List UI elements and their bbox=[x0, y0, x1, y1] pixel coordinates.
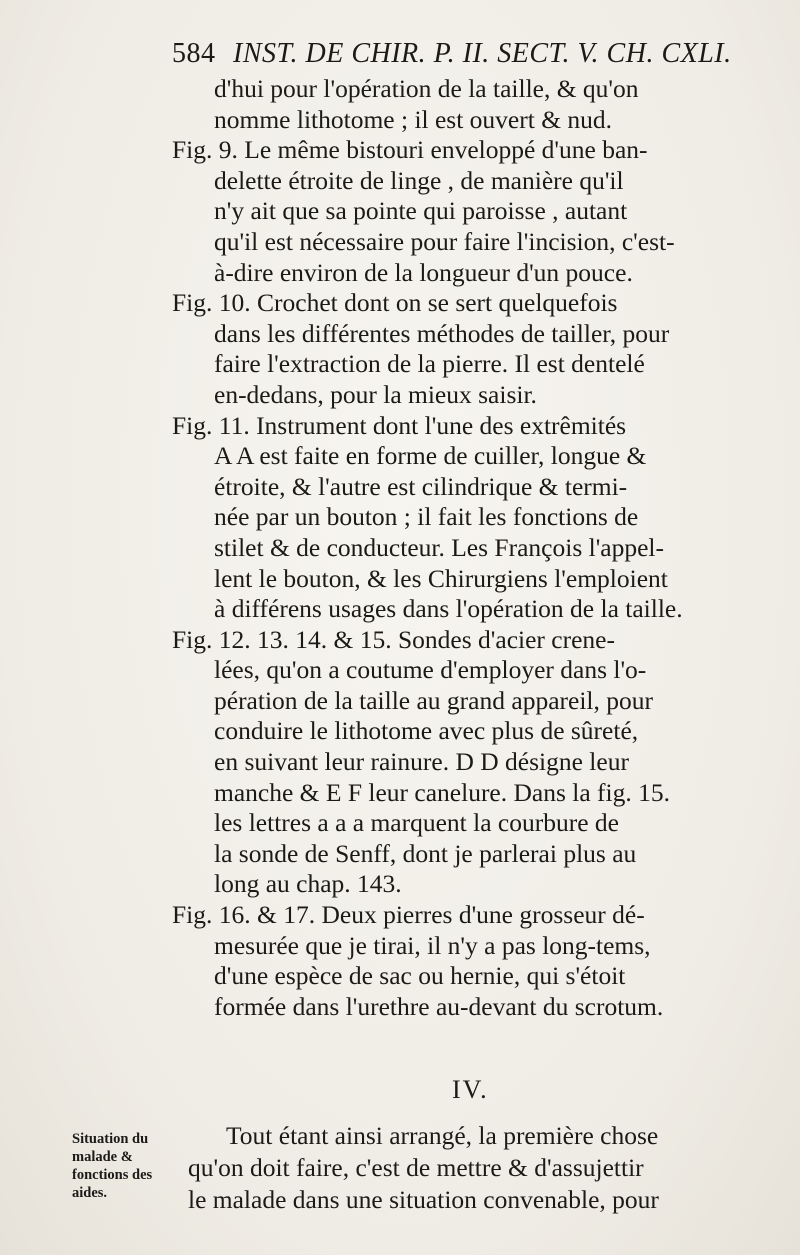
text-line: lent le bouton, & les Chirurgiens l'emploient bbox=[214, 563, 668, 593]
text-line: formée dans l'urethre au-devant du scrotum. bbox=[214, 991, 664, 1021]
text-line: Fig. 16. & 17. Deux pierres d'une grosseur dé- bbox=[172, 900, 645, 930]
text-line: en suivant leur rainure. D D désigne leur bbox=[214, 747, 629, 777]
text-line: lées, qu'on a coutume d'employer dans l'o- bbox=[214, 655, 647, 685]
text-line: les lettres a a a marquent la courbure de bbox=[214, 808, 619, 838]
text-line: la sonde de Senff, dont je parlerai plus au bbox=[214, 838, 637, 868]
text-line: Fig. 9. Le même bistouri enveloppé d'une ban- bbox=[172, 135, 648, 165]
text-line: à différens usages dans l'opération de la taille. bbox=[214, 594, 683, 624]
text-line: Tout étant ainsi arrangé, la première chose bbox=[226, 1121, 659, 1150]
margin-note-line: aides. bbox=[72, 1185, 108, 1201]
text-line: Fig. 11. Instrument dont l'une des extrêmités bbox=[172, 410, 627, 440]
text-line: long au chap. 143. bbox=[214, 869, 402, 899]
text-line: le malade dans une situation convenable, pour bbox=[188, 1185, 659, 1214]
text-line: en-dedans, pour la mieux saisir. bbox=[214, 379, 537, 409]
text-line: n'y ait que sa pointe qui paroisse , autant bbox=[214, 196, 628, 226]
running-header bbox=[172, 38, 732, 70]
text-line: A A est faite en forme de cuiller, longue & bbox=[214, 441, 647, 471]
section-text bbox=[188, 1120, 778, 1216]
text-line: faire l'extraction de la pierre. Il est dentelé bbox=[214, 349, 645, 379]
text-line: pération de la taille au grand appareil, pour bbox=[214, 685, 653, 715]
text-line: qu'il est nécessaire pour faire l'incision, c'est- bbox=[214, 226, 675, 256]
margin-note bbox=[72, 1130, 192, 1202]
text-line: d'hui pour l'opération de la taille, & qu'on bbox=[214, 74, 639, 103]
text-line: Fig. 12. 13. 14. & 15. Sondes d'acier crene- bbox=[172, 624, 615, 654]
text-line: mesurée que je tirai, il n'y a pas long-tems, bbox=[214, 930, 651, 960]
text-line: Fig. 10. Crochet dont on se sert quelquefois bbox=[172, 288, 618, 318]
text-line: conduire le lithotome avec plus de sûreté, bbox=[214, 716, 639, 746]
text-line: née par un bouton ; il fait les fonctions de bbox=[214, 502, 639, 532]
text-line: qu'on doit faire, c'est de mettre & d'assujettir bbox=[188, 1153, 644, 1182]
text-line: nomme lithotome ; il est ouvert & nud. bbox=[214, 104, 613, 134]
main-text bbox=[172, 74, 762, 1022]
text-line: étroite, & l'autre est cilindrique & termi- bbox=[214, 471, 628, 501]
text-line: d'une espèce de sac ou hernie, qui s'étoit bbox=[214, 961, 626, 991]
text-line: delette étroite de linge , de manière qu'il bbox=[214, 165, 624, 195]
section-number: IV. bbox=[452, 1075, 489, 1104]
text-line: stilet & de conducteur. Les François l'appel- bbox=[214, 532, 665, 562]
text-line: à-dire environ de la longueur d'un pouce. bbox=[214, 257, 633, 287]
margin-note-line: fonctions des bbox=[72, 1167, 153, 1183]
margin-note-line: malade & bbox=[72, 1149, 133, 1165]
text-line: manche & E F leur canelure. Dans la fig. 15. bbox=[214, 777, 671, 807]
text-line: dans les différentes méthodes de tailler, pour bbox=[214, 318, 670, 348]
margin-note-line: Situation du bbox=[72, 1131, 149, 1147]
page-number: 584 bbox=[172, 38, 216, 69]
running-title: INST. DE CHIR. P. II. SECT. V. CH. CXLI. bbox=[233, 38, 732, 69]
